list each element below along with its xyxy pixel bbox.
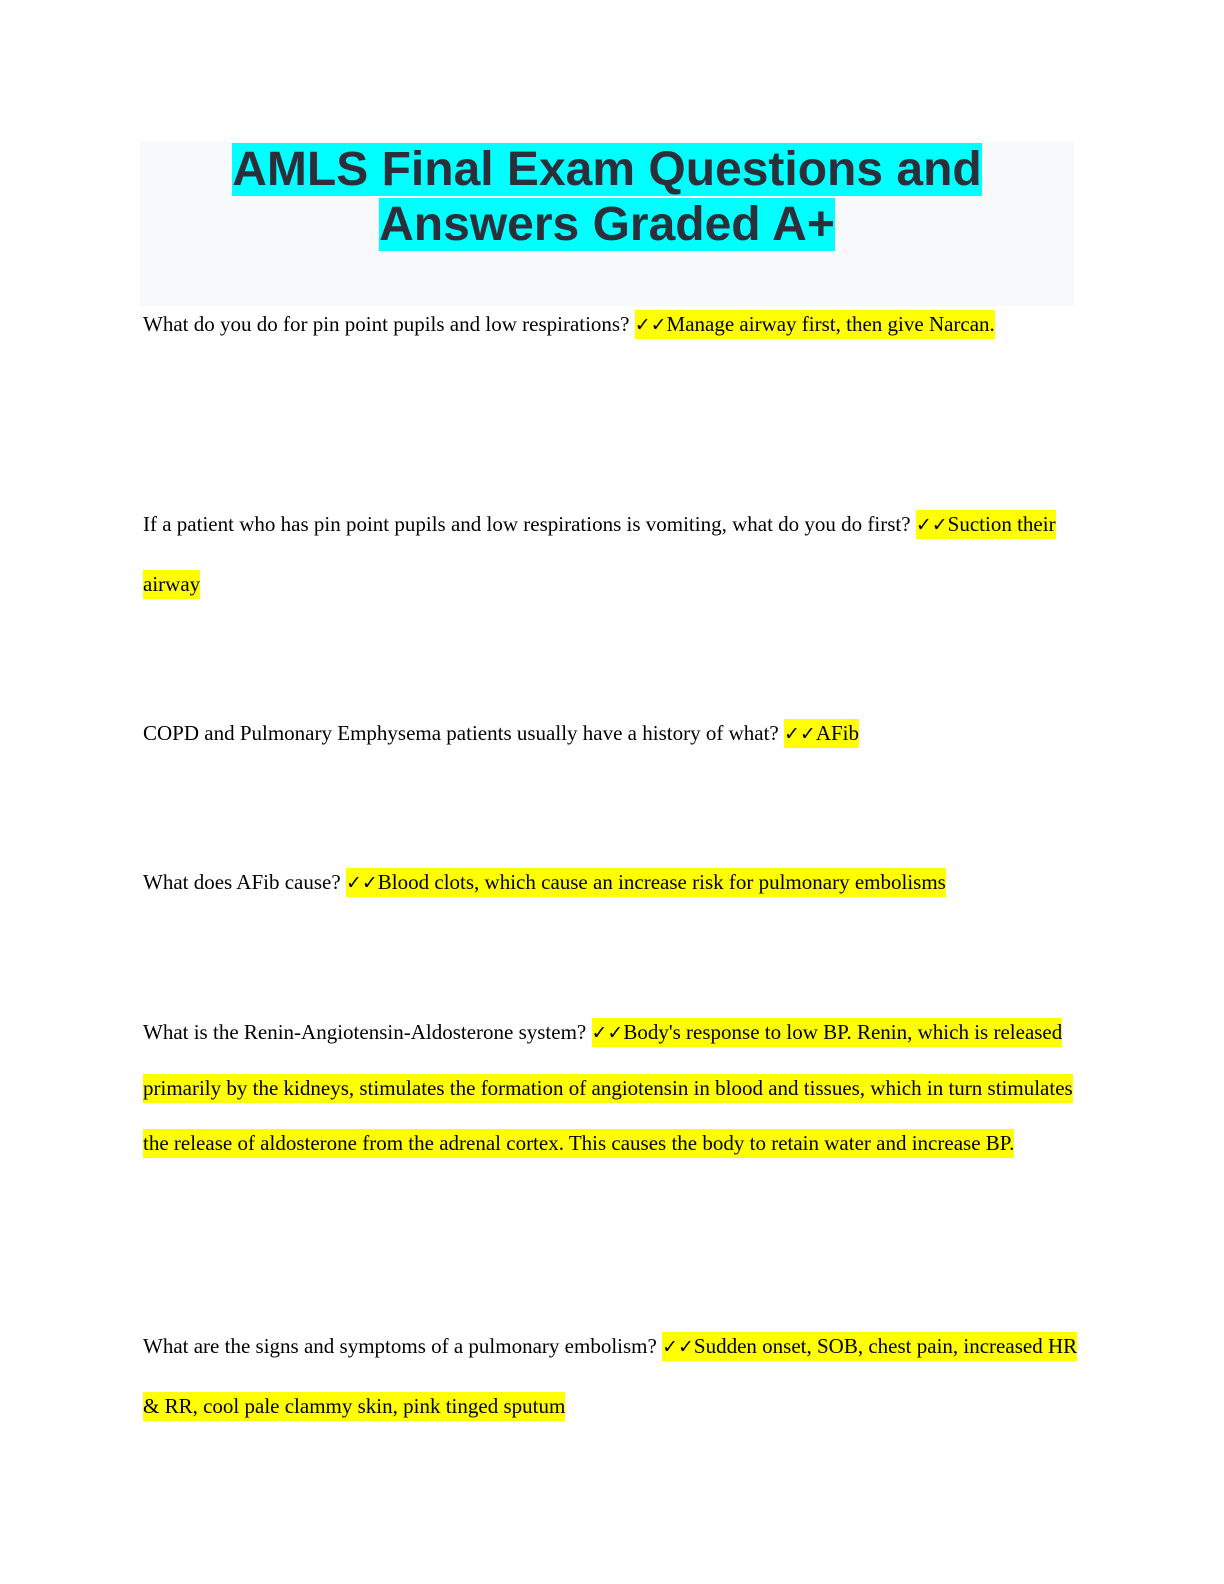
qa-item-4 — [143, 853, 1083, 913]
question-text: COPD and Pulmonary Emphysema patients usually have a history of what? — [143, 721, 779, 745]
title-line-2: Answers Graded A+ — [379, 198, 835, 251]
answer-highlight — [635, 310, 995, 339]
qa-item-1 — [143, 295, 1083, 355]
double-check-icon: ✓✓ — [915, 514, 948, 536]
answer-text: AFib — [815, 721, 860, 745]
title-block — [140, 141, 1074, 306]
answer-text: Sudden onset, SOB, chest pain, increased HR & RR, cool pale clammy skin, pink tinged sputum — [143, 1334, 1078, 1418]
double-check-icon: ✓✓ — [783, 723, 816, 745]
answer-text: Manage airway first, then give Narcan. — [666, 312, 995, 336]
double-check-icon: ✓✓ — [634, 314, 667, 336]
question-text: What does AFib cause? — [143, 870, 341, 894]
double-check-icon: ✓✓ — [591, 1022, 624, 1044]
answer-text: Body's response to low BP. Renin, which is released primarily by the kidneys, stimulates the formation of angiotensin in blood and tissues, which in turn stimulates the release of aldosterone from the adrenal cortex. This causes the body to retain water and increase BP. — [143, 1020, 1073, 1155]
qa-item-6 — [143, 1317, 1083, 1436]
question-text: If a patient who has pin point pupils and low respirations is vomiting, what do you do first? — [143, 512, 911, 536]
qa-item-2 — [143, 495, 1083, 614]
question-text: What do you do for pin point pupils and low respirations? — [143, 312, 630, 336]
document-title — [140, 142, 1074, 252]
qa-item-3 — [143, 704, 1083, 764]
qa-item-5 — [143, 1005, 1083, 1171]
answer-text: Suction their airway — [143, 512, 1056, 596]
double-check-icon: ✓✓ — [345, 872, 378, 894]
answer-text: Blood clots, which cause an increase risk for pulmonary embolisms — [377, 870, 946, 894]
title-line-1: AMLS Final Exam Questions and — [232, 143, 982, 196]
question-text: What are the signs and symptoms of a pulmonary embolism? — [143, 1334, 657, 1358]
answer-highlight — [346, 868, 946, 897]
answer-highlight — [784, 719, 859, 748]
double-check-icon: ✓✓ — [662, 1336, 694, 1358]
question-text: What is the Renin-Angiotensin-Aldosterone system? — [143, 1020, 587, 1044]
